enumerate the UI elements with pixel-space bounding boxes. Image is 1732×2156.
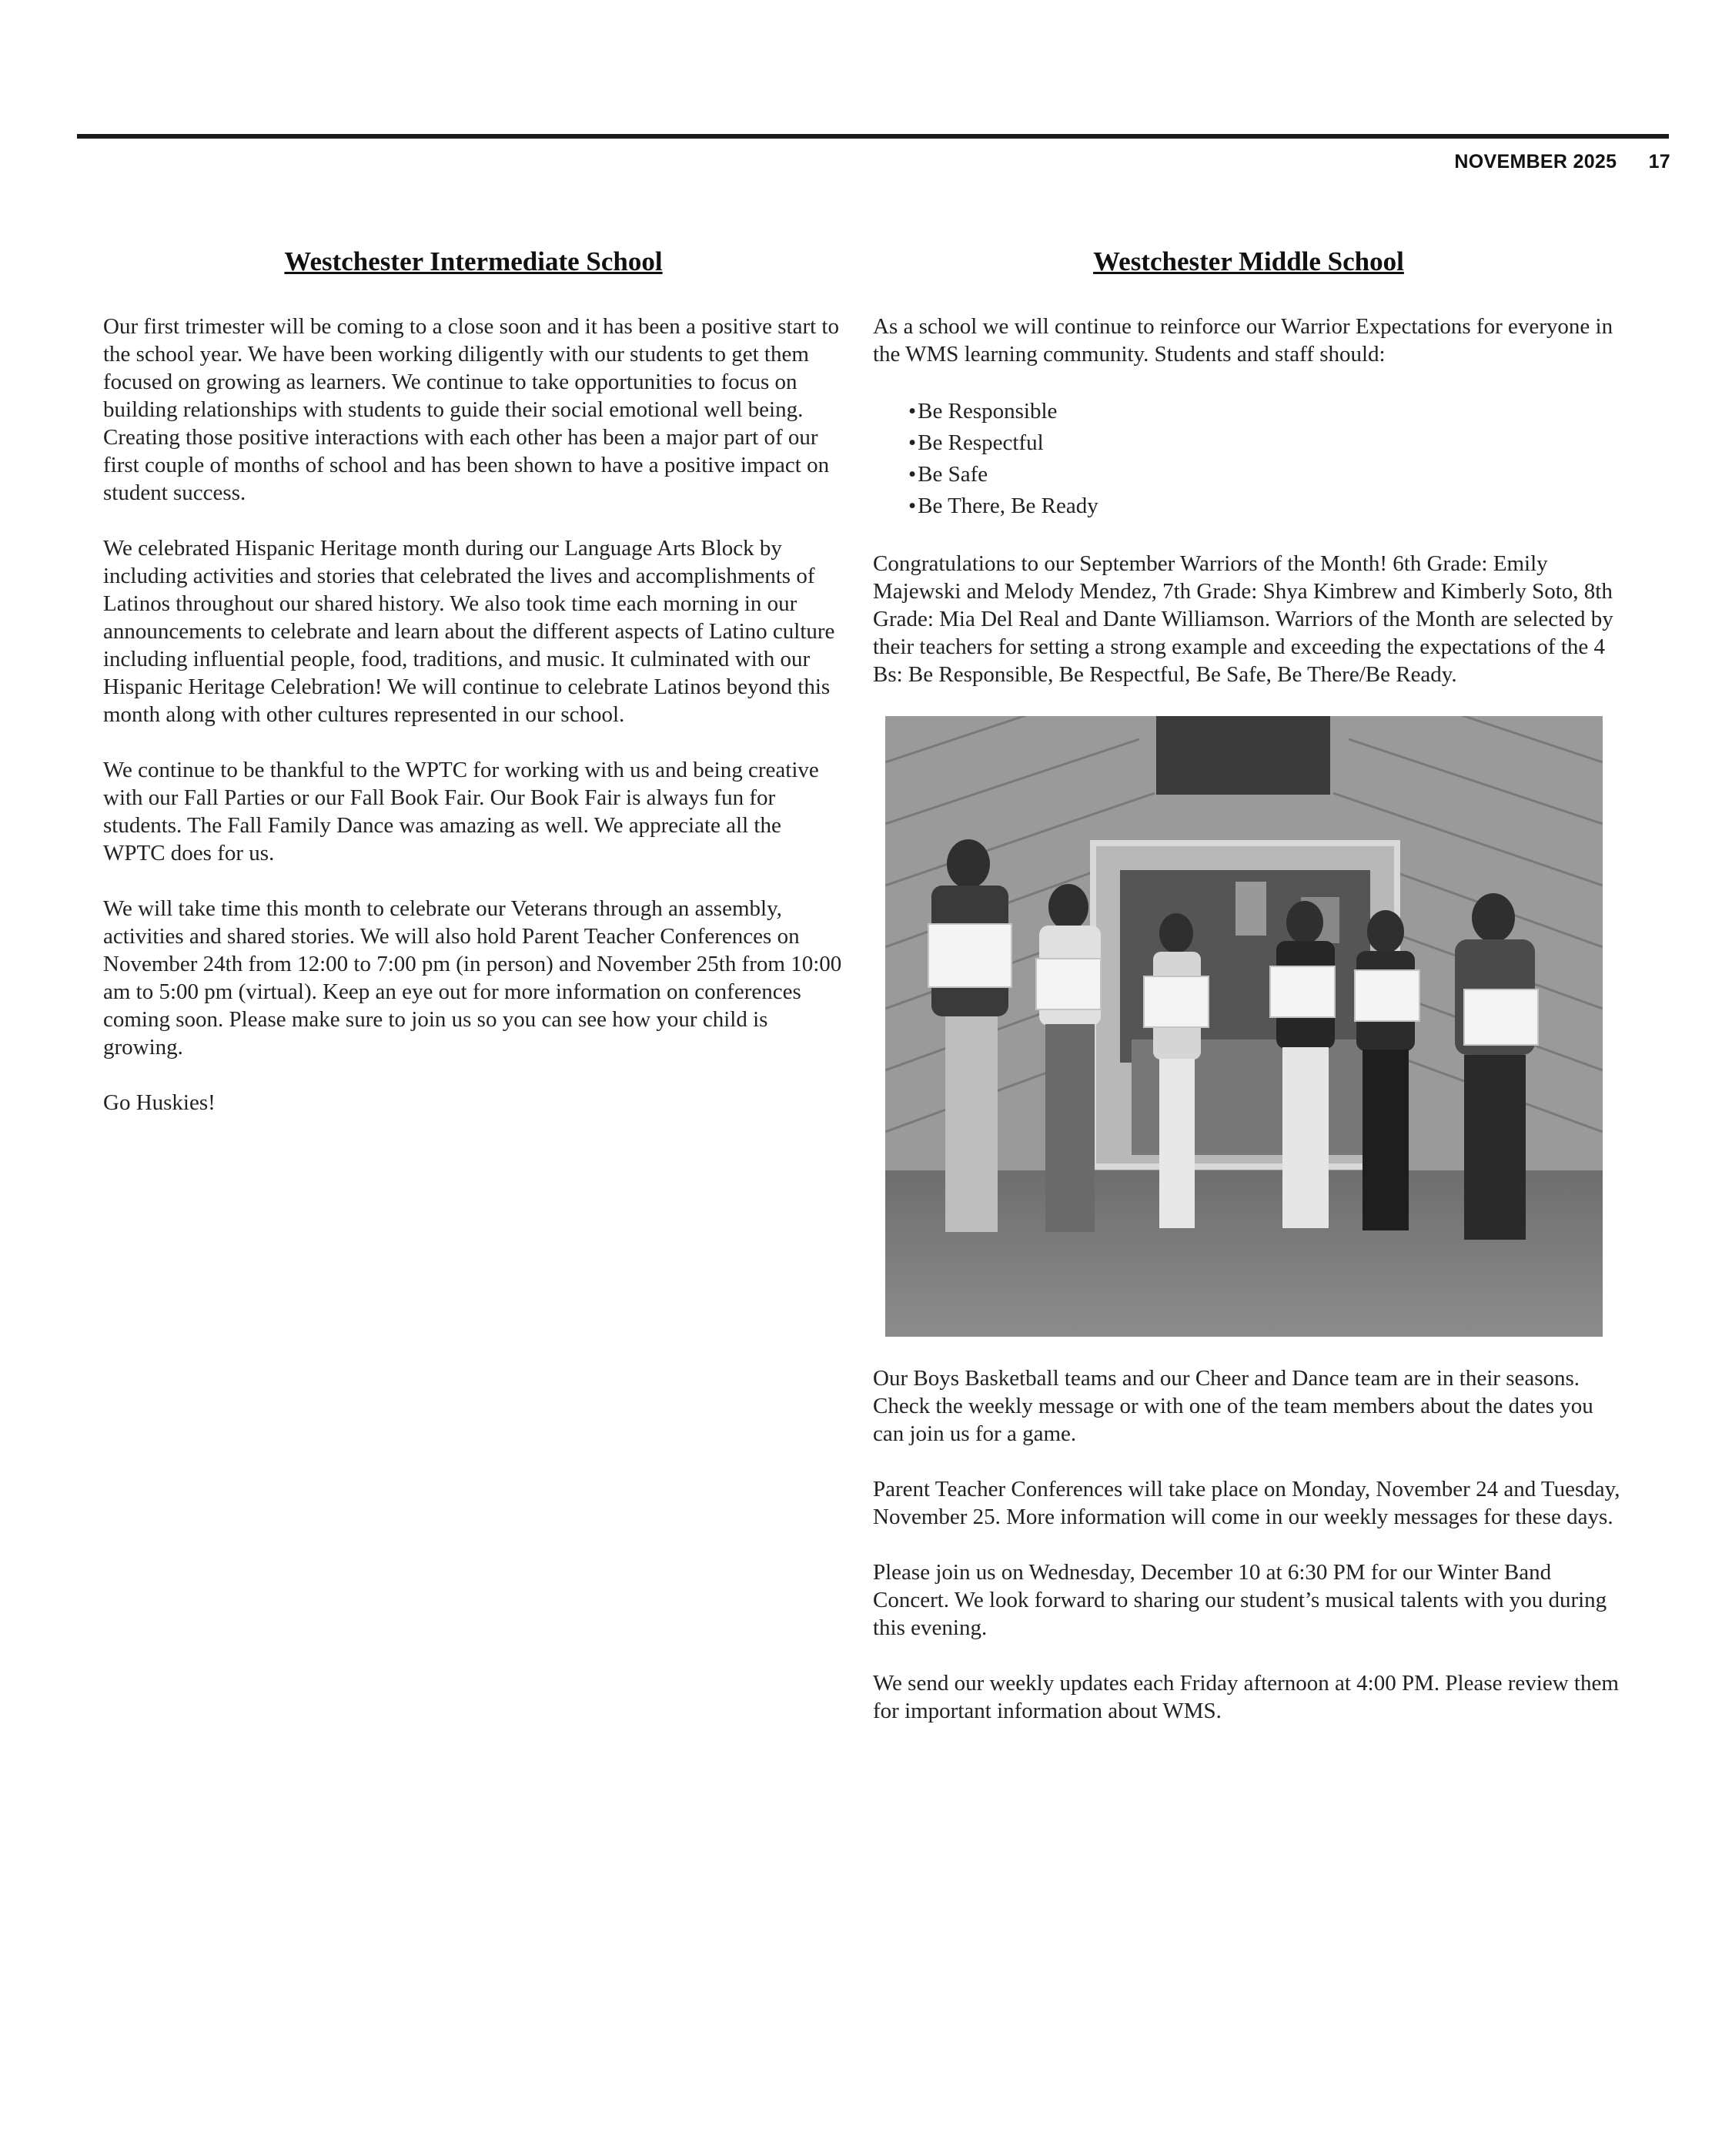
wms-paragraph-warriors-of-month: Congratulations to our September Warriors of the Month! 6th Grade: Emily Majewski and Melody Mendez, 7th Grade: Shya Kimbrew and Kimberly Soto, 8th Grade: Mia Del Real and Dante Williamson. Warriors of the Month are selected by their teachers for setting a strong example and exceeding the expectations of the 4 Bs: Be Responsible, Be Respectful, Be Safe, Be There/Be Ready. (873, 551, 1613, 687)
intermediate-school-title: Westchester Intermediate School (284, 246, 663, 276)
list-item: •Be There, Be Ready (908, 494, 1098, 518)
intermediate-school-column (103, 245, 844, 1144)
header-rule (77, 134, 1669, 139)
bullet-icon: • (908, 462, 917, 487)
wms-paragraph-weekly-updates: We send our weekly updates each Friday afternoon at 4:00 PM. Please review them for important information about WMS. (873, 1671, 1619, 1723)
wis-paragraph-veterans-conferences: We will take time this month to celebrate our Veterans through an assembly, activities and shared stories. We will also hold Parent Teacher Conferences on November 24th from 12:00 to 7:00 pm (in person) and November 25th from 10:00 am to 5:00 pm (virtual). Keep an eye out for more information on conferences coming soon. Please make sure to join us so you can see how your child is growing. (103, 896, 842, 1060)
wis-paragraph-sign-off: Go Huskies! (103, 1090, 216, 1115)
list-item: •Be Respectful (908, 430, 1044, 455)
bullet-icon: • (908, 399, 917, 424)
wis-paragraph-hispanic-heritage: We celebrated Hispanic Heritage month during our Language Arts Block by including activities and stories that celebrated the lives and accomplishments of Latinos throughout our shared history. We also took time each morning in our announcements to celebrate and learn about the different aspects of Latino culture including influential people, food, traditions, and music. It culminated with our Hispanic Heritage Celebration! We will continue to celebrate Latinos beyond this month along with other cultures represented in our school. (103, 536, 835, 727)
wis-paragraph-wptc: We continue to be thankful to the WPTC for working with us and being creative with our Fall Parties or our Fall Book Fair. Our Book Fair is always fun for students. The Fall Family Dance was amazing as well. We appreciate all the WPTC does for us. (103, 758, 819, 865)
wms-paragraph-intro: As a school we will continue to reinforce our Warrior Expectations for everyone in the WMS learning community. Students and staff should: (873, 314, 1613, 367)
list-item: •Be Responsible (908, 399, 1058, 424)
expectations-list (873, 396, 1624, 522)
page-number: 17 (1648, 151, 1670, 172)
wis-paragraph-trimester: Our first trimester will be coming to a close soon and it has been a positive start to the school year. We have been working diligently with our students to get them focused on growing as learners. We continue to take opportunities to focus on building relationships with students to guide their social emotional well being. Creating those positive interactions with each other has been a major part of our first couple of months of school and has been shown to have a positive impact on student success. (103, 314, 839, 505)
wms-paragraph-conferences: Parent Teacher Conferences will take place on Monday, November 24 and Tuesday, November 25. More information will come in our weekly messages for these days. (873, 1477, 1620, 1529)
wms-paragraph-band-concert: Please join us on Wednesday, December 10 at 6:30 PM for our Winter Band Concert. We look forward to sharing our student’s musical talents with you during this evening. (873, 1560, 1607, 1640)
page-header (1454, 151, 1670, 173)
bullet-icon: • (908, 430, 917, 455)
wms-paragraph-basketball: Our Boys Basketball teams and our Cheer and Dance team are in their seasons. Check the weekly message or with one of the team members about the dates you can join us for a game. (873, 1366, 1593, 1446)
list-item: •Be Safe (908, 462, 988, 487)
middle-school-column (873, 245, 1624, 1753)
warriors-of-month-photo (885, 716, 1603, 1337)
middle-school-title: Westchester Middle School (1093, 246, 1404, 276)
issue-date: NOVEMBER 2025 (1454, 151, 1617, 172)
bullet-icon: • (908, 494, 917, 518)
